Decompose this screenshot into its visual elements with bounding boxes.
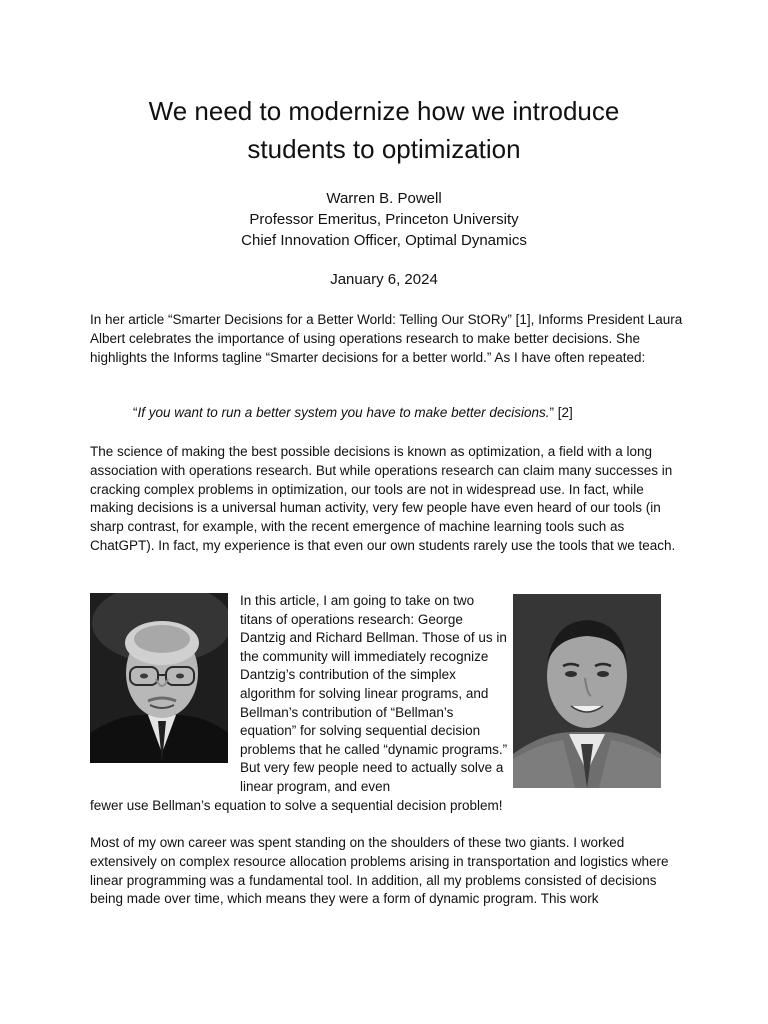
- paragraph-intro: In her article “Smarter Decisions for a Better World: Telling Our StORy” [1], Informs President Laura Albert celebrates the importance of using operations research to make better decisions. She highlights the Informs tagline “Smarter decisions for a better world.” As I have often repeated:: [90, 312, 683, 365]
- author-name: Warren B. Powell: [326, 190, 442, 207]
- byline: [0, 188, 768, 251]
- portrait-bellman-image: [513, 594, 661, 788]
- author-affiliation-1: Professor Emeritus, Princeton University: [249, 211, 519, 228]
- title-line-2: students to optimization: [247, 134, 521, 164]
- photo-dantzig: [90, 593, 228, 763]
- quote-open-mark: “: [133, 405, 138, 420]
- block-quote: [133, 403, 693, 422]
- page-title: [0, 92, 768, 168]
- paragraph-optimization: The science of making the best possible decisions is known as optimization, a field with a long association with operations research. But while operations research can claim many successes in cracking complex problems in optimization, our tools are not in widespread use. In fact, while making decisions is a universal human activity, very few people have even heard of our tools (in sharp contrast, for example, with the recent emergence of machine learning tools such as ChatGPT). In fact, my experience is that even our own students rarely use the tools that we teach.: [90, 444, 676, 553]
- title-line-1: We need to modernize how we introduce: [148, 96, 620, 126]
- paragraph-titans-tail: fewer use Bellman’s equation to solve a sequential decision problem!: [90, 798, 503, 813]
- paragraph-titans-wrapped: In this article, I am going to take on two titans of operations research: George Dantzig and Richard Bellman. Those of us in the community will immediately recognize Dantzig’s contribution of the simplex algorithm for solving linear programs, and Bellman’s contribution of “Bellman’s equation” for solving sequential decision problems that he called “dynamic programs.” But very few people need to actually solve a linear program, and even: [240, 593, 508, 794]
- quote-text: If you want to run a better system you have to make better decisions.: [137, 405, 550, 420]
- paragraph-career: Most of my own career was spent standing on the shoulders of these two giants. I worked extensively on complex resource allocation problems arising in transportation and logistics where linear programming was a fundamental tool. In addition, all my problems consisted of decisions being made over time, which means they were a form of dynamic program. This work: [90, 835, 669, 907]
- portrait-dantzig-image: [90, 593, 228, 763]
- photo-bellman: [513, 594, 661, 788]
- author-affiliation-2: Chief Innovation Officer, Optimal Dynamics: [241, 232, 527, 249]
- publication-date: January 6, 2024: [330, 271, 438, 288]
- quote-citation: ” [2]: [549, 405, 573, 420]
